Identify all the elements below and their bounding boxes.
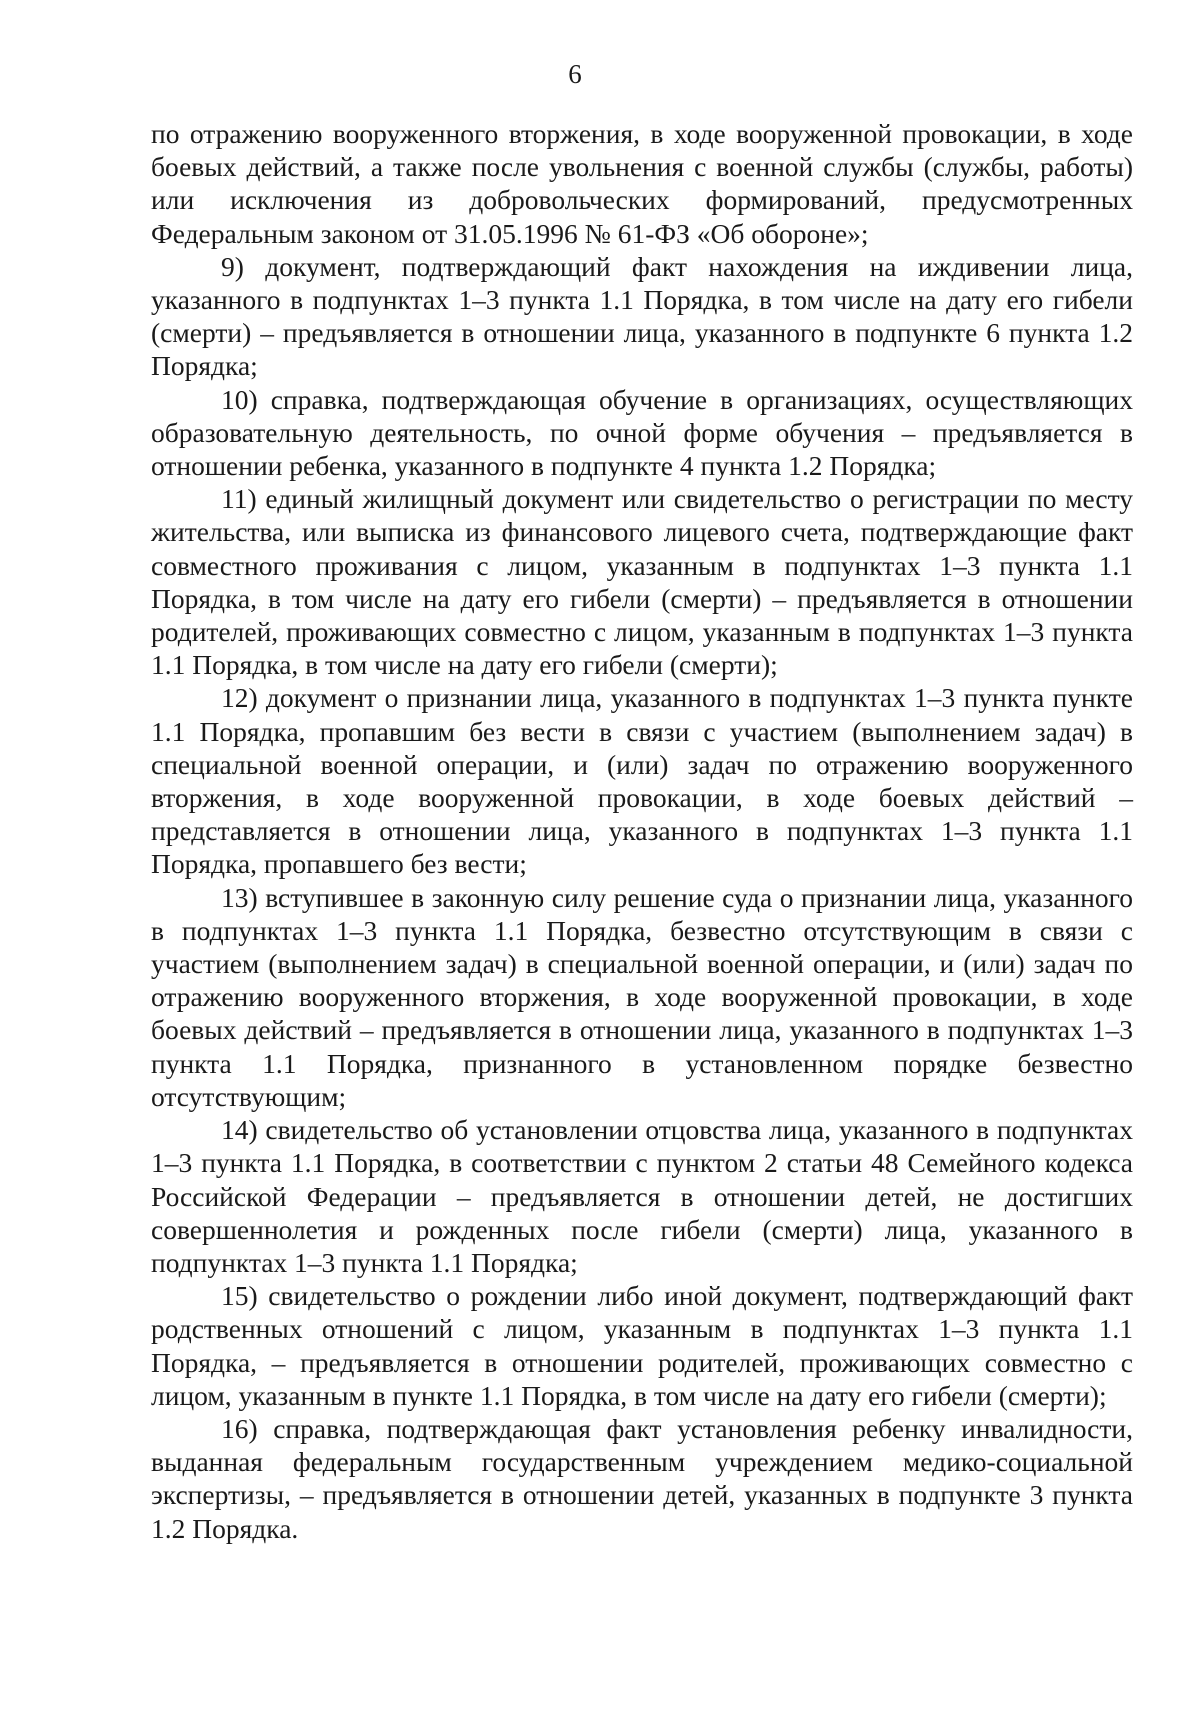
page-number: 6 (568, 59, 582, 89)
paragraph-item-12: 12) документ о признании лица, указанного в подпунктах 1–3 пункта пункте 1.1 Порядка, пропавшим без вести в связи с участием (выполнением задач) в специальной военной операции, и (или) задач по отражению вооруженного вторжения, в ходе вооруженной провокации, в ходе боевых действий – представляется в отношении лица, указанного в подпунктах 1–3 пункта 1.1 Порядка, пропавшего без вести; (151, 682, 1133, 880)
paragraph-item-15: 15) свидетельство о рождении либо иной документ, подтверждающий факт родственных отношений с лицом, указанным в подпунктах 1–3 пункта 1.1 Порядка, – предъявляется в отношении родителей, проживающих совместно с лицом, указанным в пункте 1.1 Порядка, в том числе на дату его гибели (смерти); (151, 1280, 1133, 1411)
paragraph-item-9: 9) документ, подтверждающий факт нахождения на иждивении лица, указанного в подпунктах 1–3 пункта 1.1 Порядка, в том числе на дату его гибели (смерти) – предъявляется в отношении лица, указанного в подпункте 6 пункта 1.2 Порядка; (151, 250, 1133, 382)
paragraph-item-16: 16) справка, подтверждающая факт установления ребенку инвалидности, выданная федеральным государственным учреждением медико-социальной экспертизы, – предъявляется в отношении детей, указанных в подпункте 3 пункта 1.2 Порядка. (151, 1412, 1133, 1544)
paragraph-item-13: 13) вступившее в законную силу решение суда о признании лица, указанного в подпунктах 1–3 пункта 1.1 Порядка, безвестно отсутствующим в связи с участием (выполнением задач) в специальной военной операции, и (или) задач по отражению вооруженного вторжения, в ходе вооруженной провокации, в ходе боевых действий – предъявляется в отношении лица, указанного в подпунктах 1–3 пункта 1.1 Порядка, признанного в установленном порядке безвестно отсутствующим; (151, 881, 1133, 1112)
document-body (151, 117, 1133, 1545)
paragraph-item-14: 14) свидетельство об установлении отцовства лица, указанного в подпунктах 1–3 пункта 1.1 Порядка, в соответствии с пунктом 2 статьи 48 Семейного кодекса Российской Федерации – предъявляется в отношении детей, не достигших совершеннолетия и рожденных после гибели (смерти) лица, указанного в подпунктах 1–3 пункта 1.1 Порядка; (151, 1114, 1133, 1278)
paragraph-item-10: 10) справка, подтверждающая обучение в организациях, осуществляющих образовательную деятельность, по очной форме обучения – предъявляется в отношении ребенка, указанного в подпункте 4 пункта 1.2 Порядка; (151, 383, 1133, 482)
paragraph-item-11: 11) единый жилищный документ или свидетельство о регистрации по месту жительства, или выписка из финансового лицевого счета, подтверждающие факт совместного проживания с лицом, указанным в подпунктах 1–3 пункта 1.1 Порядка, в том числе на дату его гибели (смерти) – предъявляется в отношении родителей, проживающих совместно с лицом, указанным в подпунктах 1–3 пункта 1.1 Порядка, в том числе на дату его гибели (смерти); (151, 483, 1133, 681)
paragraph-continuation: по отражению вооруженного вторжения, в ходе вооруженной провокации, в ходе боевых действий, а также после увольнения с военной службы (службы, работы) или исключения из добровольческих формирований, предусмотренных Федеральным законом от 31.05.1996 № 61-ФЗ «Об обороне»; (151, 118, 1133, 249)
